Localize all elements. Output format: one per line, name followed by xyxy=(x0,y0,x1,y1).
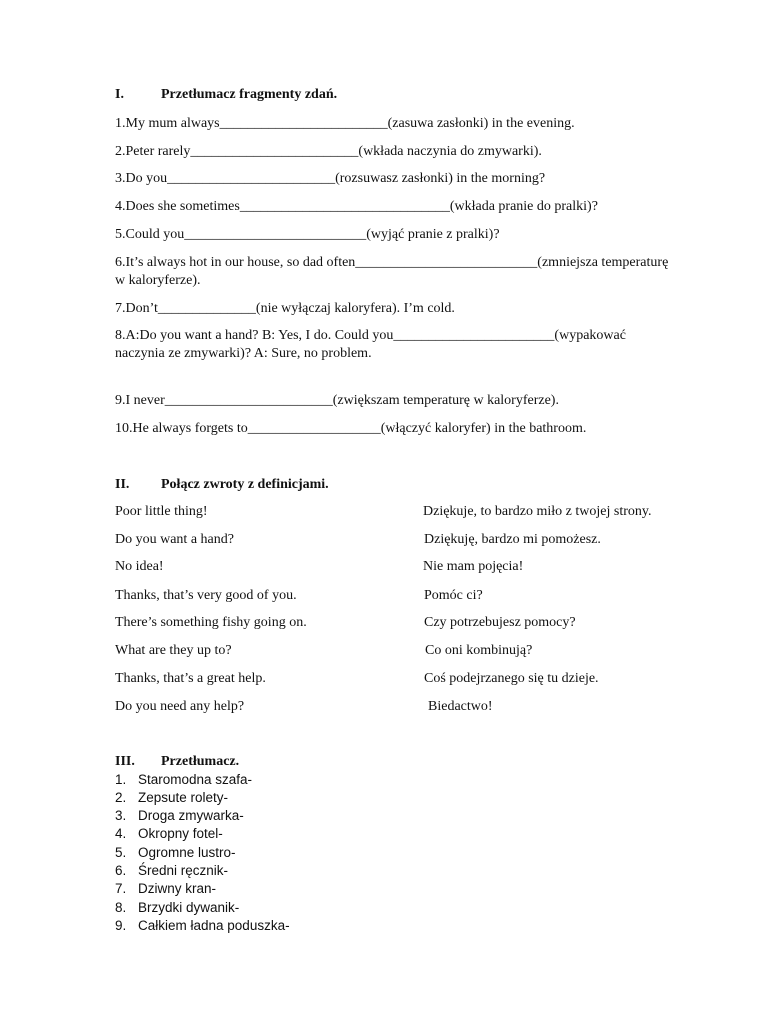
phrase-right-7: Coś podejrzanego się tu dzieje. xyxy=(424,671,599,686)
list-item xyxy=(115,880,216,898)
phrase-right-1: Dziękuje, to bardzo miło z twojej strony. xyxy=(423,504,652,519)
phrase-left-7: Thanks, that’s a great help. xyxy=(115,671,266,686)
list-item xyxy=(115,825,223,843)
list-item-text: Dziwny kran- xyxy=(138,881,217,896)
exercise1-item-1: 1.My mum always________________________(zasuwa zasłonki) in the evening. xyxy=(115,116,575,131)
phrase-left-6: What are they up to? xyxy=(115,643,232,658)
list-item-number: 5. xyxy=(115,845,127,860)
section3-number: III. xyxy=(115,754,135,769)
list-item-number: 3. xyxy=(115,808,127,823)
exercise1-item-9: 9.I never________________________(zwiększam temperaturę w kaloryferze). xyxy=(115,393,559,408)
phrase-right-6: Co oni kombinują? xyxy=(425,643,533,658)
list-item-text: Okropny fotel- xyxy=(138,826,223,841)
section3-heading xyxy=(115,753,239,771)
phrase-right-4: Pomóc ci? xyxy=(424,588,483,603)
section1-title: Przetłumacz fragmenty zdań. xyxy=(161,87,338,102)
list-item-number: 1. xyxy=(115,772,127,787)
list-item xyxy=(115,807,244,825)
phrase-right-5: Czy potrzebujesz pomocy? xyxy=(424,615,576,630)
exercise1-item-4: 4.Does she sometimes______________________________(wkłada pranie do pralki)? xyxy=(115,199,598,214)
list-item-text: Staromodna szafa- xyxy=(138,772,253,787)
list-item-text: Zepsute rolety- xyxy=(138,790,229,805)
list-item-number: 4. xyxy=(115,826,127,841)
list-item-number: 7. xyxy=(115,881,127,896)
exercise1-item-3: 3.Do you________________________(rozsuwasz zasłonki) in the morning? xyxy=(115,171,546,186)
list-item-number: 9. xyxy=(115,918,127,933)
list-item-text: Droga zmywarka- xyxy=(138,808,244,823)
phrase-left-5: There’s something fishy going on. xyxy=(115,615,307,630)
list-item-number: 6. xyxy=(115,863,127,878)
section1-heading xyxy=(115,86,337,104)
phrase-right-2: Dziękuję, bardzo mi pomożesz. xyxy=(424,532,601,547)
section2-title: Połącz zwroty z definicjami. xyxy=(161,477,329,492)
exercise1-item-7: 7.Don’t______________(nie wyłączaj kaloryfera). I’m cold. xyxy=(115,301,455,316)
section2-heading xyxy=(115,476,329,494)
list-item xyxy=(115,862,228,880)
phrase-left-3: No idea! xyxy=(115,559,164,574)
list-item-text: Średni ręcznik- xyxy=(138,863,229,878)
list-item xyxy=(115,771,252,789)
list-item xyxy=(115,789,228,807)
section2-number: II. xyxy=(115,477,130,492)
section1-number: I. xyxy=(115,87,124,102)
list-item-number: 2. xyxy=(115,790,127,805)
list-item-text: Brzydki dywanik- xyxy=(138,900,240,915)
exercise1-item-10: 10.He always forgets to___________________(włączyć kaloryfer) in the bathroom. xyxy=(115,421,587,436)
exercise1-item-5: 5.Could you__________________________(wyjąć pranie z pralki)? xyxy=(115,227,500,242)
phrase-right-3: Nie mam pojęcia! xyxy=(423,559,524,574)
phrase-left-8: Do you need any help? xyxy=(115,699,245,714)
section3-title: Przetłumacz. xyxy=(161,754,240,769)
phrase-left-4: Thanks, that’s very good of you. xyxy=(115,588,297,603)
exercise1-item-2: 2.Peter rarely________________________(wkłada naczynia do zmywarki). xyxy=(115,144,542,159)
list-item xyxy=(115,899,239,917)
exercise1-item-6: 6.It’s always hot in our house, so dad often__________________________(zmniejsza temperaturę w kaloryferze). xyxy=(115,255,669,288)
list-item xyxy=(115,844,236,862)
phrase-right-8: Biedactwo! xyxy=(428,699,493,714)
list-item-number: 8. xyxy=(115,900,127,915)
phrase-left-2: Do you want a hand? xyxy=(115,532,234,547)
list-item-text: Całkiem ładna poduszka- xyxy=(138,918,290,933)
exercise1-item-8: 8.A:Do you want a hand? B: Yes, I do. Could you_______________________(wypakować naczynia ze zmywarki)? A: Sure, no problem. xyxy=(115,328,626,361)
phrase-left-1: Poor little thing! xyxy=(115,504,208,519)
list-item xyxy=(115,917,290,935)
list-item-text: Ogromne lustro- xyxy=(138,845,236,860)
